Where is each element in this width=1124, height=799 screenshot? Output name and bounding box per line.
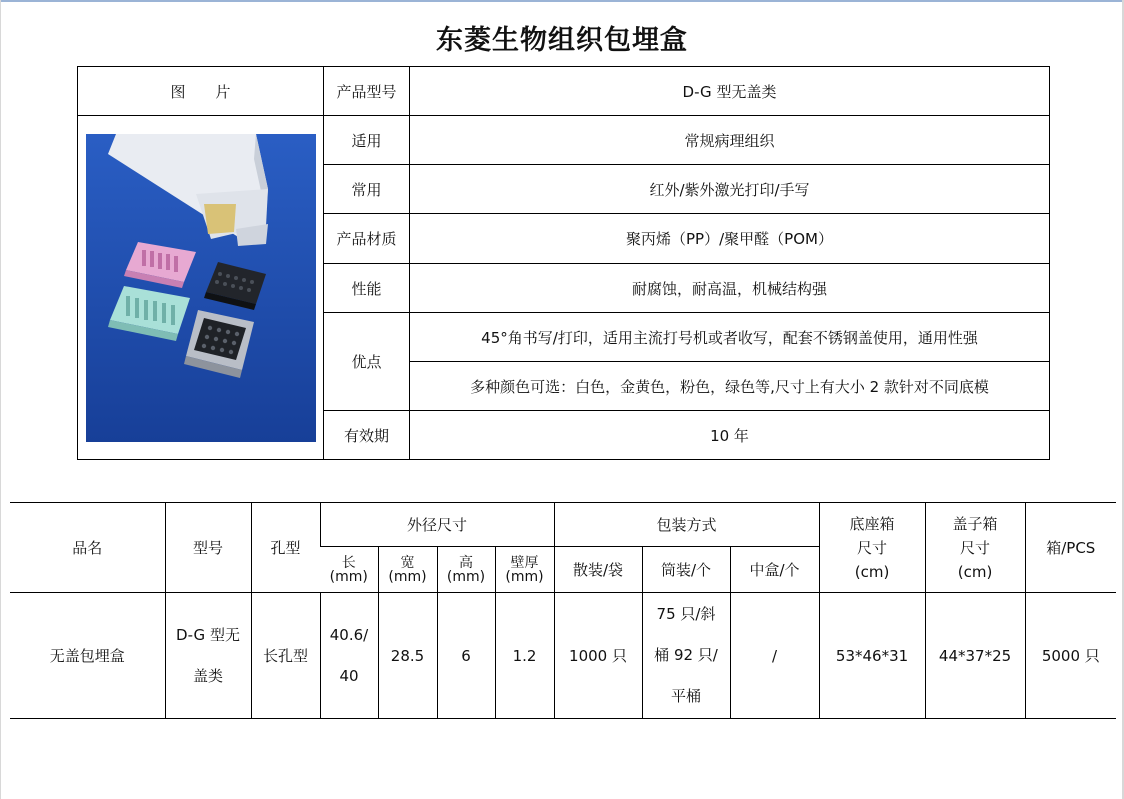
header-name: 品名 — [10, 503, 165, 593]
cell-model: D-G 型无 盖类 — [165, 593, 251, 719]
cell-wall: 1.2 — [495, 593, 554, 719]
spec-value-advantage-1: 45°角书写/打印，适用主流打号机或者收写，配套不锈钢盖使用，通用性强 — [410, 313, 1050, 362]
spec-value-advantage-2: 多种颜色可选：白色，金黄色，粉色，绿色等,尺寸上有大小 2 款针对不同底模 — [410, 362, 1050, 411]
header-lid-box: 盖子箱 尺寸 (cm) — [925, 503, 1025, 593]
cell-length: 40.6/ 40 — [320, 593, 378, 719]
spec-label-usage: 适用 — [324, 116, 410, 165]
spec-label-model: 产品型号 — [324, 67, 410, 116]
product-photo-cell — [78, 116, 324, 460]
spec-table — [77, 66, 1050, 460]
spec-value-common: 红外/紫外激光打印/手写 — [410, 165, 1050, 214]
page-top-border — [0, 0, 1124, 2]
page-left-border — [0, 0, 1, 799]
product-table — [10, 502, 1116, 719]
spec-label-common: 常用 — [324, 165, 410, 214]
embedding-cassettes-image — [86, 134, 316, 442]
cell-name: 无盖包埋盒 — [10, 593, 165, 719]
cell-mid-box: / — [730, 593, 819, 719]
cell-width: 28.5 — [378, 593, 437, 719]
cell-height: 6 — [437, 593, 495, 719]
page-title: 东菱生物组织包埋盒 — [436, 25, 688, 56]
header-base-box: 底座箱 尺寸 (cm) — [819, 503, 925, 593]
header-hole: 孔型 — [251, 503, 320, 593]
cell-base-box: 53*46*31 — [819, 593, 925, 719]
spec-label-performance: 性能 — [324, 264, 410, 313]
header-width: 宽 (mm) — [378, 547, 437, 593]
spec-value-material: 聚丙烯（PP）/聚甲醛（POM） — [410, 214, 1050, 264]
spec-value-usage: 常规病理组织 — [410, 116, 1050, 165]
cell-hole: 长孔型 — [251, 593, 320, 719]
image-header: 图 片 — [78, 67, 324, 116]
header-outer-size: 外径尺寸 — [320, 503, 554, 547]
header-carton: 箱/PCS — [1025, 503, 1116, 593]
cell-lid-box: 44*37*25 — [925, 593, 1025, 719]
header-wall: 壁厚 (mm) — [495, 547, 554, 593]
cell-tube: 75 只/斜 桶 92 只/ 平桶 — [642, 593, 730, 719]
spec-label-material: 产品材质 — [324, 214, 410, 264]
cell-carton: 5000 只 — [1025, 593, 1116, 719]
spec-label-advantage: 优点 — [324, 313, 410, 411]
spec-value-validity: 10 年 — [410, 411, 1050, 460]
header-packaging: 包装方式 — [554, 503, 819, 547]
spec-value-performance: 耐腐蚀，耐高温，机械结构强 — [410, 264, 1050, 313]
product-photo — [86, 134, 316, 442]
header-bulk: 散装/袋 — [554, 547, 642, 593]
spec-value-model: D-G 型无盖类 — [410, 67, 1050, 116]
header-height: 高 (mm) — [437, 547, 495, 593]
header-model: 型号 — [165, 503, 251, 593]
header-tube: 筒装/个 — [642, 547, 730, 593]
header-mid-box: 中盒/个 — [730, 547, 819, 593]
cell-bulk: 1000 只 — [554, 593, 642, 719]
spec-label-validity: 有效期 — [324, 411, 410, 460]
header-length: 长 (mm) — [320, 547, 378, 593]
